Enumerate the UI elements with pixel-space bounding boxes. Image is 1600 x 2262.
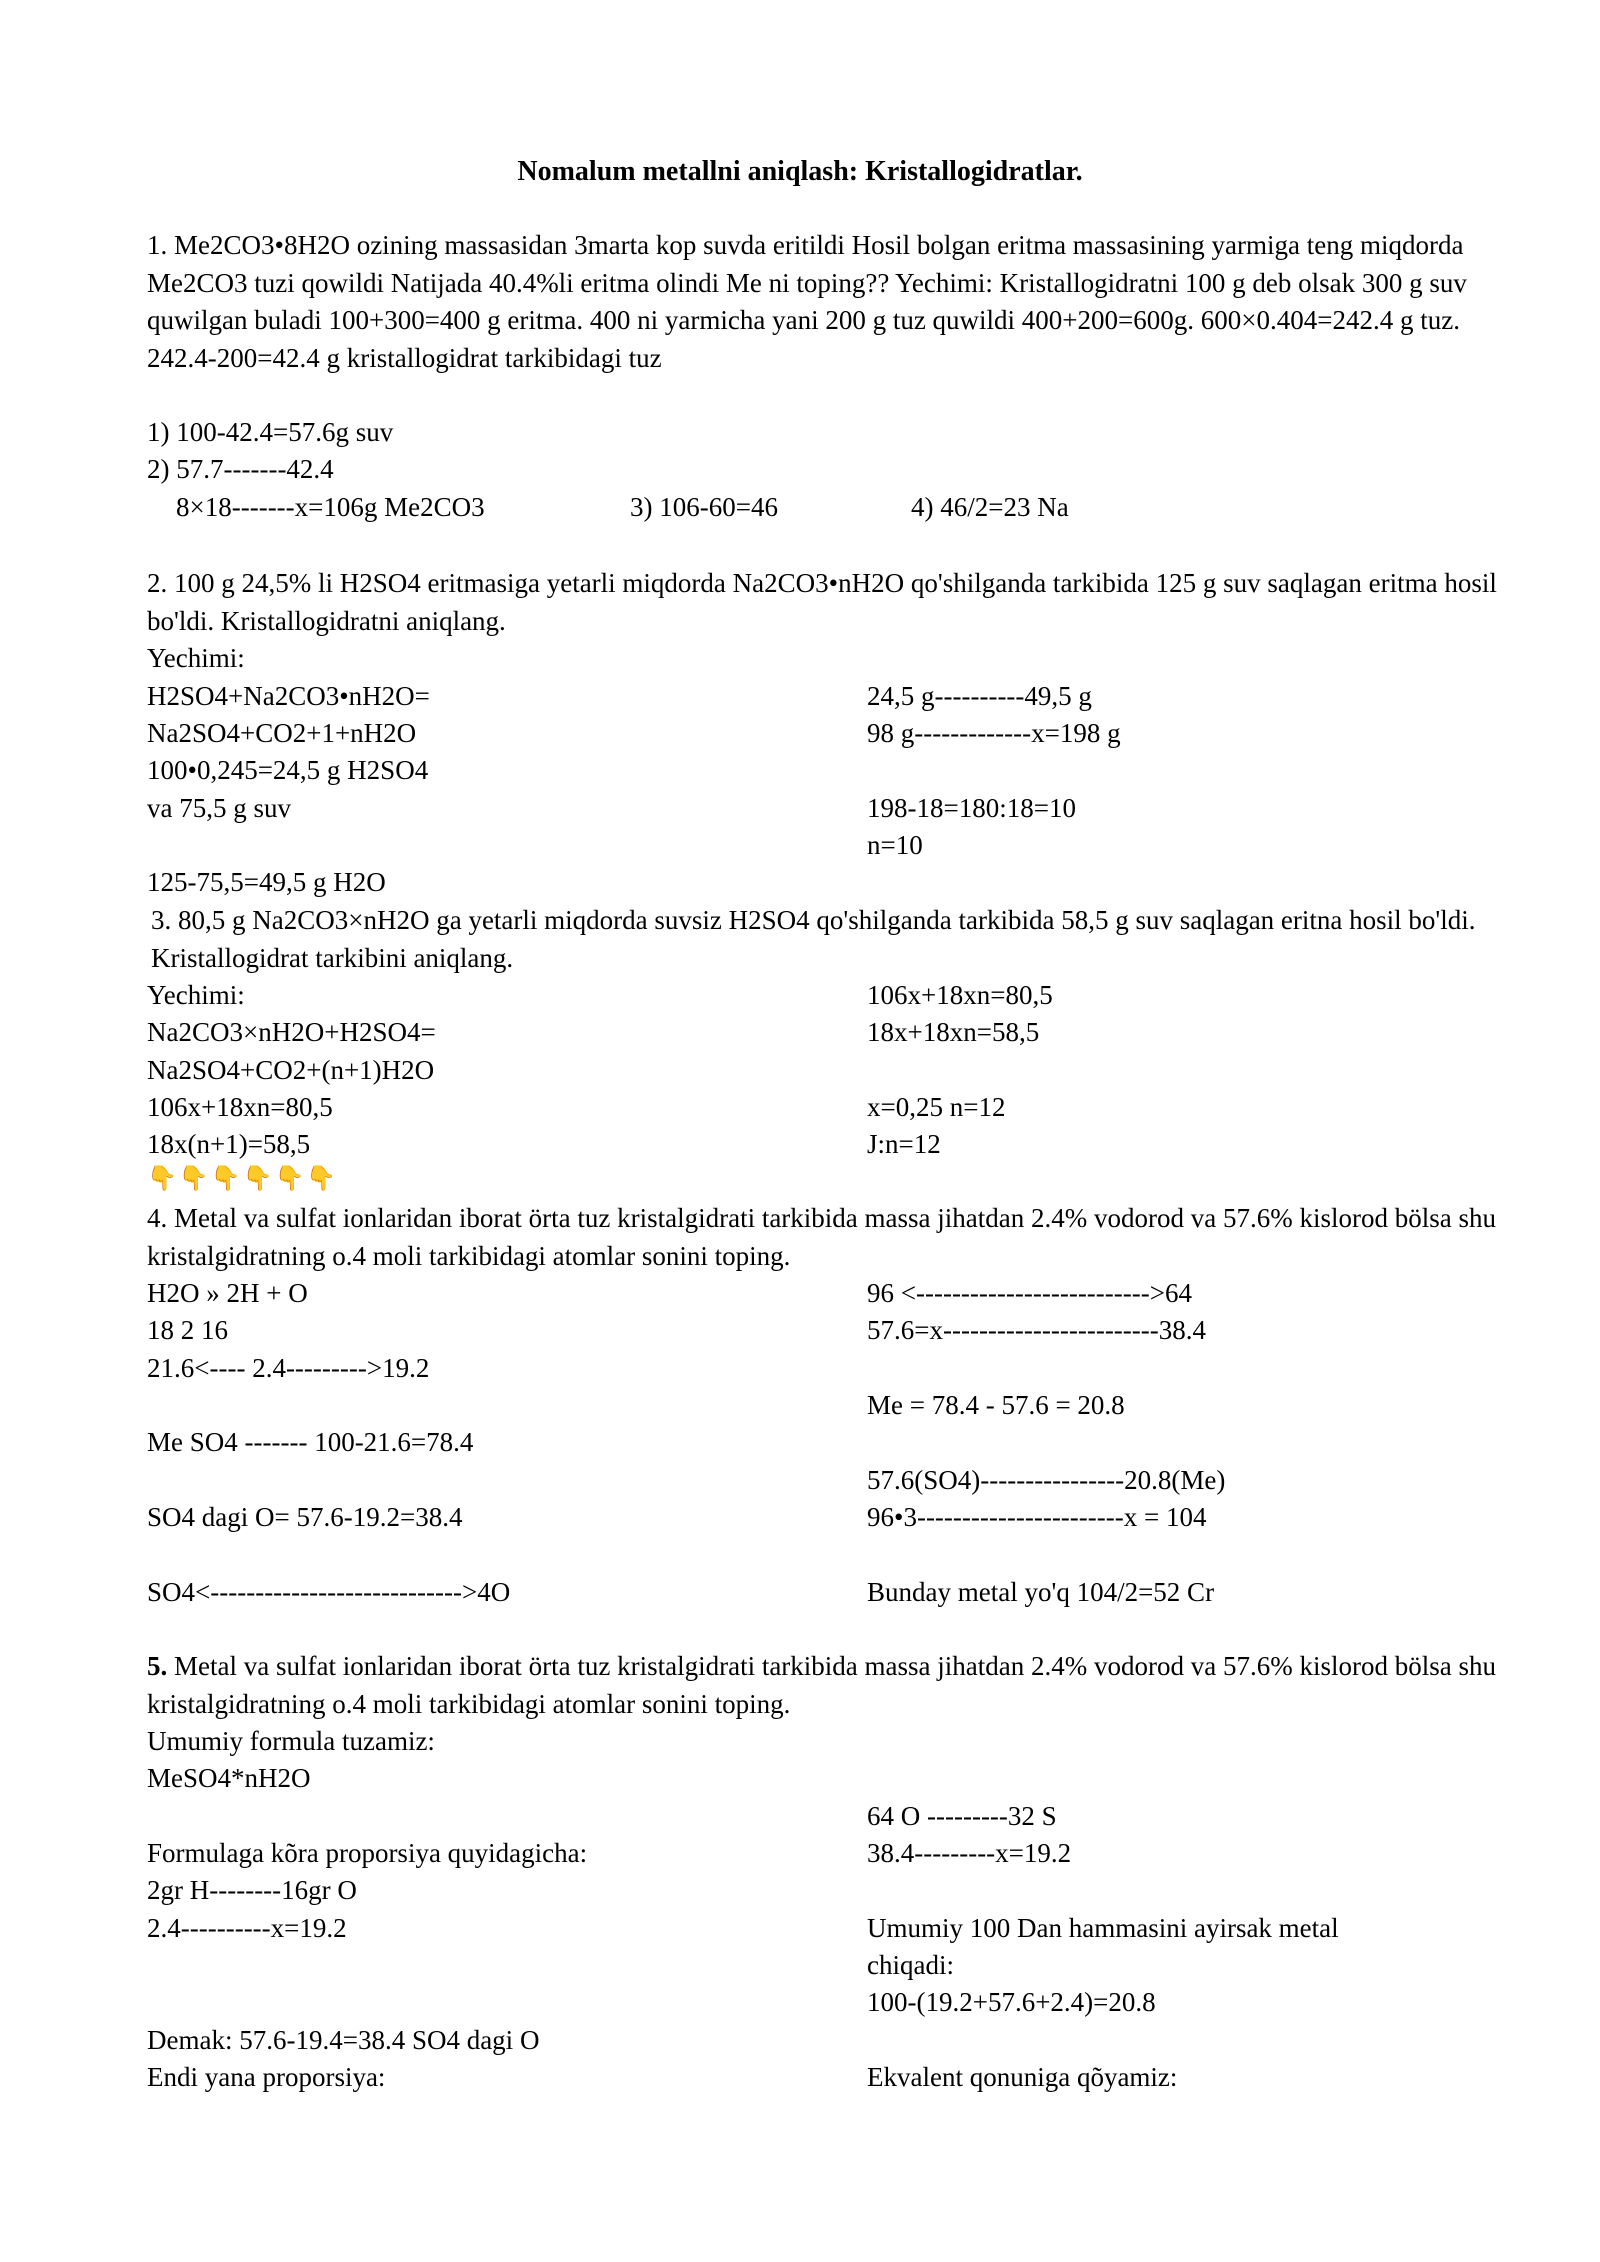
- problem-3-right-line: 18x+18xn=58,5: [867, 1017, 1040, 1047]
- problem-2-right-line: 24,5 g----------49,5 g: [867, 681, 1092, 711]
- problem-2-left-line: va 75,5 g suv: [147, 793, 291, 823]
- problem-1-step-2: 2) 57.7-------42.4: [147, 454, 334, 484]
- problem-5-right-line: 100-(19.2+57.6+2.4)=20.8: [867, 1987, 1156, 2017]
- problem-5-left-line: Formulaga kõra proporsiya quyidagicha:: [147, 1838, 588, 1868]
- problem-4-left-line: SO4<---------------------------->4O: [147, 1577, 511, 1607]
- problem-5-right-line: 64 O ---------32 S: [867, 1801, 1057, 1831]
- problem-2-left-line: Yechimi:: [147, 643, 245, 673]
- problem-3-text: 3. 80,5 g Na2CO3×nH2O ga yetarli miqdorda suvsiz H2SO4 qo'shilganda tarkibida 58,5 g suv saqlagan eritna hosil bo'ldi. Kristallogidrat tarkibini aniqlang.: [151, 905, 1476, 973]
- problem-4-right-line: Me = 78.4 - 57.6 = 20.8: [867, 1390, 1125, 1420]
- problem-3-left-line: 18x(n+1)=58,5: [147, 1129, 311, 1159]
- problem-5-right-line: Ekvalent qonuniga qõyamiz:: [867, 2062, 1178, 2092]
- problem-4-right-line: 96•3-----------------------x = 104: [867, 1502, 1207, 1532]
- problem-5-right-line: Umumiy 100 Dan hammasini ayirsak metal: [867, 1913, 1339, 1943]
- problem-4-left-line: H2O » 2H + O: [147, 1278, 308, 1308]
- problem-3-right-line: J:n=12: [867, 1129, 941, 1159]
- problem-1-step-3: 3) 106-60=46: [630, 492, 778, 522]
- pointing-down-emoji-row: 👇👇👇👇👇👇: [147, 1166, 339, 1192]
- problem-3-right-line: 106x+18xn=80,5: [867, 980, 1053, 1010]
- problem-1-step-4: 4) 46/2=23 Na: [911, 492, 1069, 522]
- problem-4-left-line: 18 2 16: [147, 1315, 228, 1345]
- problem-2-right-line: 98 g-------------x=198 g: [867, 718, 1121, 748]
- problem-2-right-line: n=10: [867, 830, 923, 860]
- problem-5-number: 5.: [147, 1651, 168, 1681]
- problem-5-statement: Metal va sulfat ionlaridan iborat örta tuz kristalgidrati tarkibida massa jihatdan 2.4% vodorod va 57.6% kislorod bölsa shu kristalgidratning o.4 moli tarkibidagi atomlar sonini toping.: [147, 1651, 1496, 1719]
- problem-2-text: 2. 100 g 24,5% li H2SO4 eritmasiga yetarli miqdorda Na2CO3•nH2O qo'shilganda tarkibida 125 g suv saqlagan eritma hosil bo'ldi. Kristallogidratni aniqlang.: [147, 568, 1497, 636]
- problem-3-left-line: Yechimi:: [147, 980, 245, 1010]
- problem-5-left-line: Umumiy formula tuzamiz:: [147, 1726, 435, 1756]
- document-title: Nomalum metallni aniqlash: Kristallogidratlar.: [517, 156, 1083, 187]
- problem-1-step-1: 1) 100-42.4=57.6g suv: [147, 417, 394, 447]
- problem-5-left-line: Endi yana proporsiya:: [147, 2062, 386, 2092]
- problem-4-right-line: 57.6(SO4)----------------20.8(Me): [867, 1465, 1226, 1495]
- problem-3-left-line: Na2CO3×nH2O+H2SO4=: [147, 1017, 436, 1047]
- problem-1-step-2b: 8×18-------x=106g Me2CO3: [176, 492, 485, 522]
- problem-2-right-line: 198-18=180:18=10: [867, 793, 1076, 823]
- problem-4-left-line: 21.6<---- 2.4--------->19.2: [147, 1353, 430, 1383]
- problem-4-right-line: 96 <-------------------------->64: [867, 1278, 1192, 1308]
- problem-5-left-line: Demak: 57.6-19.4=38.4 SO4 dagi O: [147, 2025, 540, 2055]
- problem-4-left-line: Me SO4 ------- 100-21.6=78.4: [147, 1427, 474, 1457]
- problem-5-left-line: MeSO4*nH2O: [147, 1763, 311, 1793]
- problem-3-right-line: x=0,25 n=12: [867, 1092, 1006, 1122]
- problem-5-left-line: 2gr H--------16gr O: [147, 1875, 357, 1905]
- problem-4-right-line: Bunday metal yo'q 104/2=52 Cr: [867, 1577, 1215, 1607]
- problem-2-left-line: Na2SO4+CO2+1+nH2O: [147, 718, 417, 748]
- problem-3-left-line: Na2SO4+CO2+(n+1)H2O: [147, 1055, 435, 1085]
- problem-1-text: 1. Me2CO3•8H2O ozining massasidan 3marta kop suvda eritildi Hosil bolgan eritma massasining yarmiga teng miqdorda Me2CO3 tuzi qowildi Natijada 40.4%li eritma olindi Me ni toping?? Yechimi: Kristallogidratni 100 g deb olsak 300 g suv quwilgan buladi 100+300=400 g eritma. 400 ni yarmicha yani 200 g tuz quwildi 400+200=600g. 600×0.404=242.4 g tuz. 242.4-200=42.4 g kristallogidrat tarkibidagi tuz: [147, 230, 1467, 373]
- problem-5-right-line: chiqadi:: [867, 1950, 954, 1980]
- problem-2-left-line: 125-75,5=49,5 g H2O: [147, 867, 386, 897]
- problem-5-left-line: 2.4----------x=19.2: [147, 1913, 347, 1943]
- problem-4-left-line: SO4 dagi O= 57.6-19.2=38.4: [147, 1502, 463, 1532]
- problem-3-left-line: 106x+18xn=80,5: [147, 1092, 333, 1122]
- problem-5-text: [147, 1648, 1517, 1723]
- problem-5-right-line: 38.4---------x=19.2: [867, 1838, 1072, 1868]
- problem-4-text: 4. Metal va sulfat ionlaridan iborat örta tuz kristalgidrati tarkibida massa jihatdan 2.4% vodorod va 57.6% kislorod bölsa shu kristalgidratning o.4 moli tarkibidagi atomlar sonini toping.: [147, 1203, 1496, 1271]
- problem-4-right-line: 57.6=x------------------------38.4: [867, 1315, 1207, 1345]
- problem-2-left-line: 100•0,245=24,5 g H2SO4: [147, 755, 429, 785]
- problem-2-left-line: H2SO4+Na2CO3•nH2O=: [147, 681, 430, 711]
